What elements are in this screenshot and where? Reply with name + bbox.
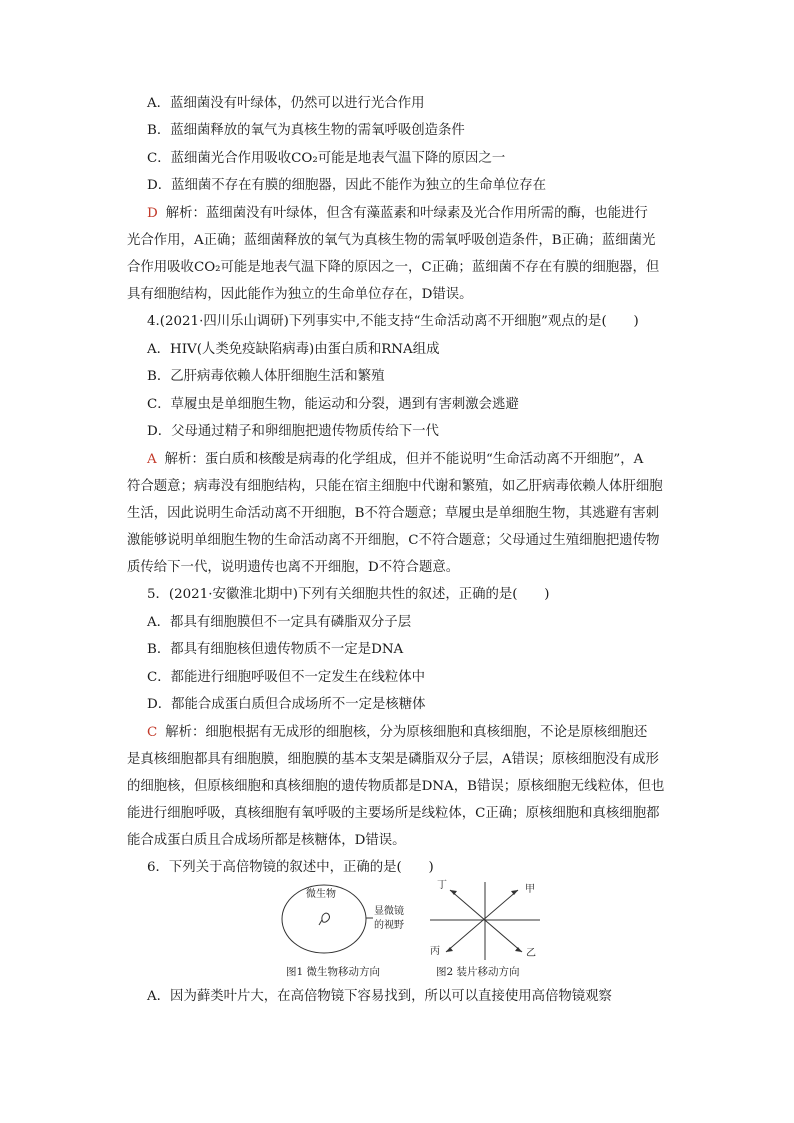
q3-option-c: C．蓝细菌光合作用吸收CO₂可能是地表气温下降的原因之一	[147, 151, 506, 166]
q5-analysis-line-4: 能进行细胞呼吸，真核细胞有氧呼吸的主要场所是线粒体，C正确；原核细胞和真核细胞都	[127, 806, 660, 821]
q3-answer: D	[147, 206, 158, 221]
q3-analysis-line-3: 合作用吸收CO₂可能是地表气温下降的原因之一，C正确；蓝细菌不存在有膜的细胞器，但	[127, 260, 660, 275]
q5-analysis-line-5: 能合成蛋白质且合成场所都是核糖体，D错误。	[127, 833, 406, 848]
q5-option-a: A．都具有细胞膜但不一定具有磷脂双分子层	[147, 615, 412, 630]
q6-option-a: A．因为藓类叶片大，在高倍物镜下容易找到，所以可以直接使用高倍物镜观察	[147, 989, 612, 1004]
q4-option-c: C．草履虫是单细胞生物，能运动和分裂，遇到有害刺激会逃避	[147, 397, 519, 412]
q5-analysis-line-1: C 解析：细胞根据有无成形的细胞核，分为原核细胞和真核细胞，不论是原核细胞还	[147, 725, 648, 740]
microscope-figure	[270, 878, 550, 982]
q5-option-d: D．都能合成蛋白质但合成场所不一定是核糖体	[147, 697, 426, 712]
q5-analysis-line-3: 的细胞核，但原核细胞和真核细胞的遗传物质都是DNA，B错误；原核细胞无线粒体，但也	[127, 779, 665, 794]
q4-analysis-line-5: 质传给下一代，说明遗传也离不开细胞，D不符合题意。	[127, 560, 460, 575]
q3-analysis-line-2: 光合作用，A正确；蓝细菌释放的氧气为真核生物的需氧呼吸创造条件，B正确；蓝细菌光	[127, 233, 656, 248]
microorganism-shape	[322, 913, 330, 922]
microorganism-tail	[319, 920, 322, 925]
q3-option-d: D．蓝细菌不存在有膜的细胞器，因此不能作为独立的生命单位存在	[147, 178, 547, 193]
arrowhead-bing	[446, 947, 453, 952]
q4-option-d: D．父母通过精子和卵细胞把遗传物质传给下一代	[147, 424, 439, 439]
direction-line-ding-yi	[450, 890, 522, 952]
q5-option-c: C．都能进行细胞呼吸但不一定发生在线粒体中	[147, 670, 426, 685]
fig1-label-field-1: 显微镜	[374, 906, 404, 917]
q5-answer: C	[147, 725, 158, 740]
arrowhead-ding	[450, 890, 457, 895]
q3-analysis-line-4: 具有细胞结构，因此能作为独立的生命单位存在，D错误。	[127, 287, 473, 302]
q4-stem: 4.(2021·四川乐山调研)下列事实中,不能支持“生命活动离不开细胞”观点的是( )	[147, 314, 639, 329]
q3-analysis-line-1: D 解析：蓝细菌没有叶绿体，但含有藻蓝素和叶绿素及光合作用所需的酶，也能进行	[147, 206, 648, 221]
direction-line-jia-bing	[446, 890, 518, 952]
q5-option-b: B．都具有细胞核但遗传物质不一定是DNA	[147, 642, 404, 657]
arrowhead-jia	[511, 890, 518, 895]
q4-analysis-line-2: 符合题意；病毒没有细胞结构，只能在宿主细胞中代谢和繁殖，如乙肝病毒依赖人体肝细胞	[127, 479, 663, 494]
fig1-label-organism: 微生物	[306, 889, 336, 900]
q4-option-a: A．HIV(人类免疫缺陷病毒)由蛋白质和RNA组成	[147, 342, 440, 357]
q3-option-b: B．蓝细菌释放的氧气为真核生物的需氧呼吸创造条件	[147, 123, 465, 138]
q4-analysis-line-1: A 解析：蛋白质和核酸是病毒的化学组成，但并不能说明“生命活动离不开细胞”，A	[147, 452, 644, 467]
fig2-label-yi: 乙	[526, 948, 536, 959]
q6-stem: 6．下列关于高倍物镜的叙述中，正确的是( )	[147, 860, 434, 875]
q3-option-a: A．蓝细菌没有叶绿体，仍然可以进行光合作用	[147, 96, 425, 111]
fig2-label-ding: 丁	[437, 880, 447, 891]
fig2-caption: 图2 装片移动方向	[436, 966, 520, 978]
fig2-label-bing: 丙	[430, 946, 440, 957]
q4-answer: A	[147, 452, 157, 467]
q5-analysis-line-2: 是真核细胞都具有细胞膜，细胞膜的基本支架是磷脂双分子层，A错误；原核细胞没有成形	[127, 752, 659, 767]
q4-option-b: B．乙肝病毒依赖人体肝细胞生活和繁殖	[147, 369, 385, 384]
fig1-label-field-2: 的视野	[374, 920, 404, 931]
fig1-caption: 图1 微生物移动方向	[286, 966, 381, 978]
q4-analysis-line-4: 激能够说明单细胞生物的生命活动离不开细胞，C不符合题意；父母通过生殖细胞把遗传物	[127, 533, 660, 548]
q4-analysis-line-3: 生活，因此说明生命活动离不开细胞，B不符合题意；草履虫是单细胞生物，其逃避有害刺	[127, 506, 660, 521]
q5-stem: 5．(2021·安徽淮北期中)下列有关细胞共性的叙述，正确的是( )	[147, 587, 550, 602]
arrowhead-yi	[515, 947, 522, 952]
fig2-label-jia: 甲	[525, 884, 535, 895]
